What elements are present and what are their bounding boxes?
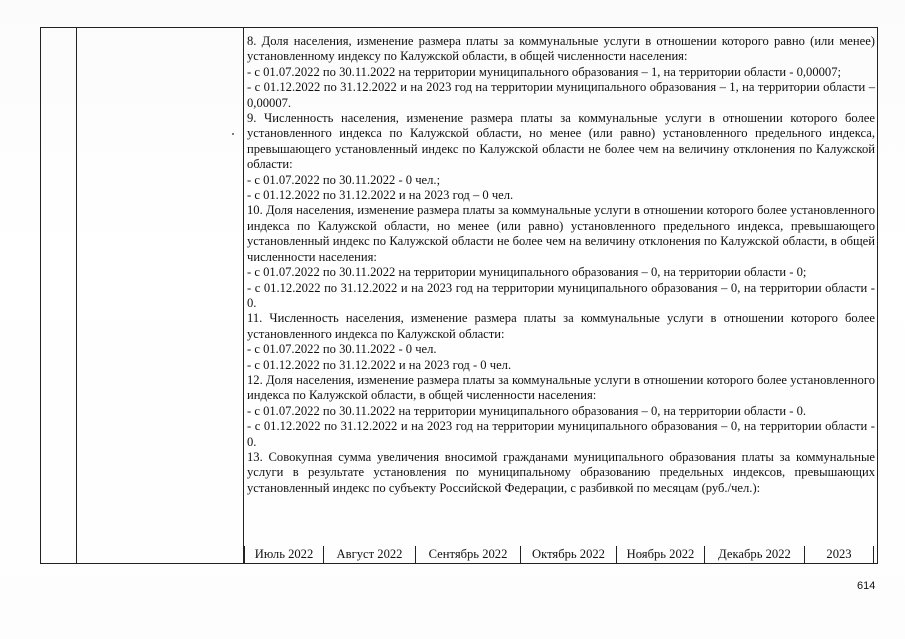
table-border-top [40,27,878,28]
item-9-period-1: - с 01.07.2022 по 30.11.2022 - 0 чел.; [247,172,441,187]
item-9-heading: 9. Численность населения, изменение размера платы за коммунальные услуги в отношении которого более установленного индекса по Калужской области, но менее (или равно) установленного предельного индекса, превышающего установленный индекс по Калужской области не более чем на величину отклонения по Калужской области: [247,111,875,172]
table-column-divider-1 [76,27,77,563]
item-10-period-1: - с 01.07.2022 по 30.11.2022 на территории муниципального образования – 0, на территории области - 0; [247,265,807,280]
item-12-heading: 12. Доля населения, изменение размера платы за коммунальные услуги в отношении которого более установленного индекса по Калужской области, в общей численности населения: [247,372,875,403]
item-8-heading: 8. Доля населения, изменение размера платы за коммунальные услуги в отношении которого равно (или менее) установленному индексу по Калужской области, в общей численности населения: [247,34,875,64]
item-11-period-2: - с 01.12.2022 по 31.12.2022 и на 2023 год - 0 чел. [247,357,512,372]
item-10-period-2: - с 01.12.2022 по 31.12.2022 и на 2023 год на территории муниципального образования – 0, на территории области - 0. [247,280,875,310]
item-9-period-2: - с 01.12.2022 по 31.12.2022 и на 2023 год – 0 чел. [247,188,514,203]
item-12-period-2: - с 01.12.2022 по 31.12.2022 и на 2023 год на территории муниципального образования – 0, на территории области - 0. [247,419,875,449]
table-border-right [877,27,878,563]
item-11-heading: 11. Численность населения, изменение размера платы за коммунальные услуги в отношении которого более установленного индекса по Калужской области: [247,311,875,341]
year-cell-2023: 2023 [804,546,874,563]
item-12-period-1: - с 01.07.2022 по 30.11.2022 на территории муниципального образования – 0, на территории области - 0. [247,403,807,418]
month-cell-october: Октябрь 2022 [520,546,616,563]
document-text-block [247,34,875,496]
item-8-period-2: - с 01.12.2022 по 31.12.2022 и на 2023 год на территории муниципального образования – 1, на территории области – 0,00007. [247,80,875,110]
month-cell-july: Июль 2022 [244,546,323,563]
month-cell-november: Ноябрь 2022 [616,546,704,563]
table-border-left [40,27,41,563]
scan-speck [232,133,234,135]
table-border-bottom [40,563,878,564]
item-13-heading: 13. Совокупная сумма увеличения вносимой гражданами муниципального образования платы за коммунальные услуги в результате установления по муниципальному образованию предельных индексов, превышающих установленный индекс по субъекту Российской Федерации, с разбивкой по месяцам (руб./чел.): [247,449,875,495]
item-11-period-1: - с 01.07.2022 по 30.11.2022 - 0 чел. [247,342,437,357]
page-number: 614 [857,580,876,592]
item-8-period-1: - с 01.07.2022 по 30.11.2022 на территории муниципального образования – 1, на территории области - 0,00007; [247,64,842,79]
month-cell-december: Декабрь 2022 [704,546,804,563]
month-cell-august: Август 2022 [323,546,415,563]
month-cell-september: Сентябрь 2022 [415,546,520,563]
table-column-divider-2 [243,27,244,563]
months-table-header-row [244,546,874,563]
item-10-heading: 10. Доля населения, изменение размера платы за коммунальные услуги в отношении которого более установленного индекса по Калужской области, но менее (или равно) установленного предельного индекса, превышающего установленный индекс по Калужской области не более чем на величину отклонения по Калужской области, в общей численности населения: [247,203,875,264]
